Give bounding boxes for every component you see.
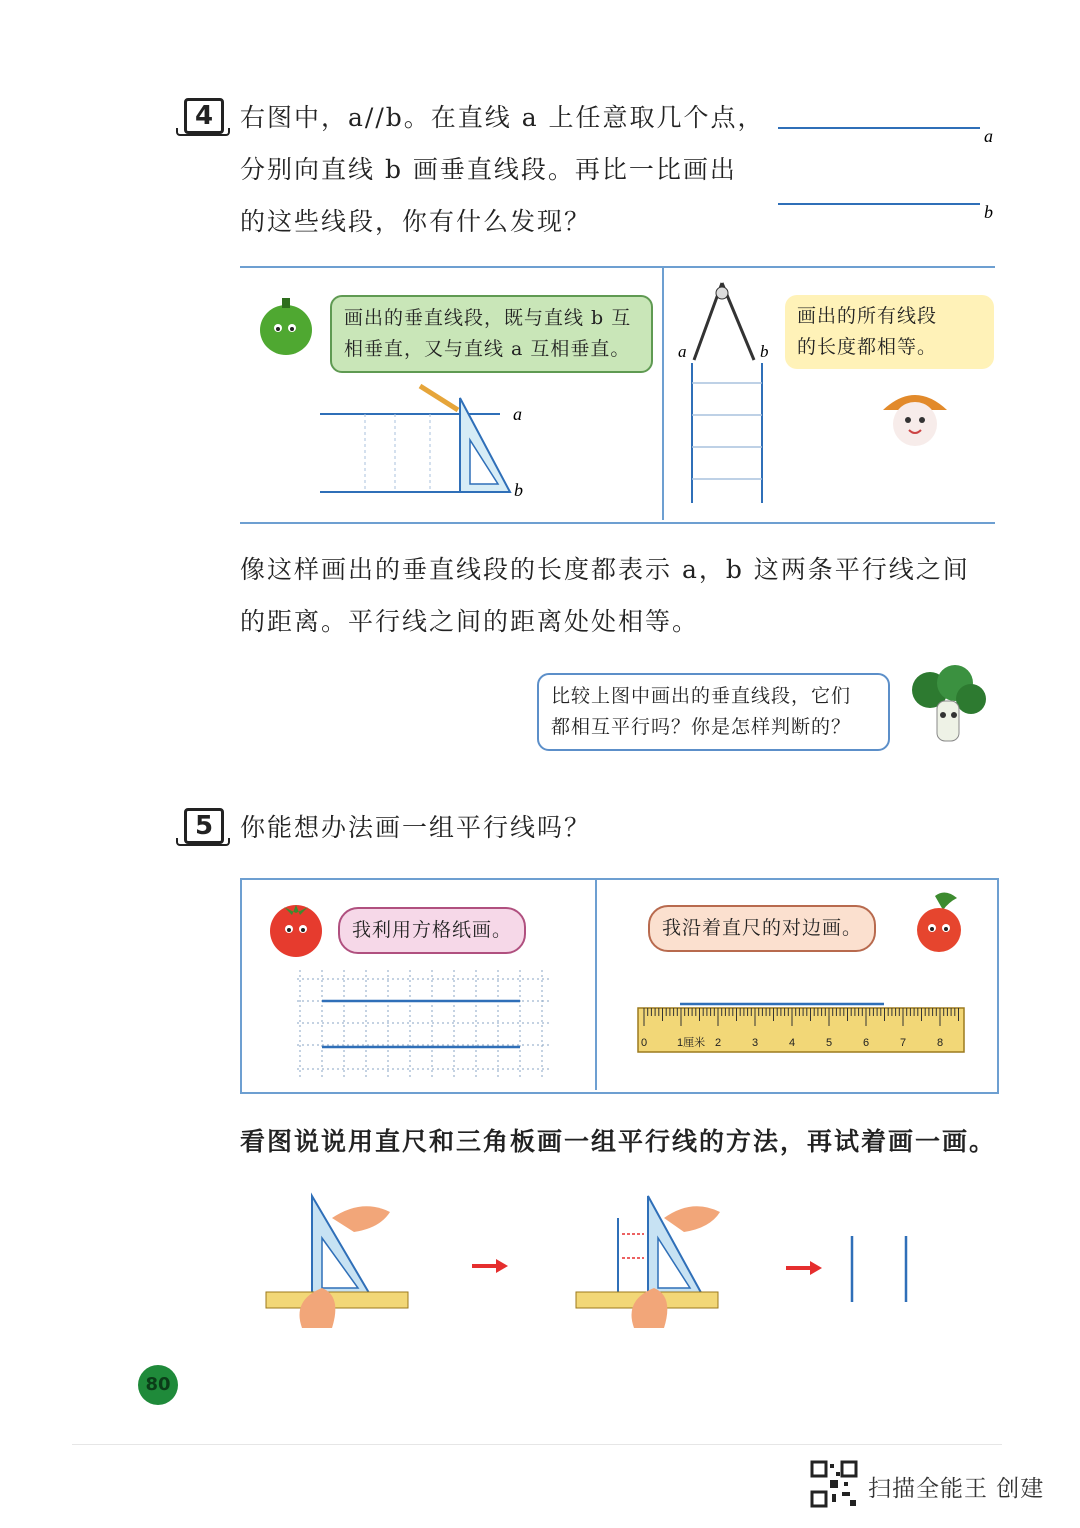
- arrow-right-icon: [470, 1256, 510, 1276]
- ruler-label: 0: [641, 1037, 648, 1049]
- step2-drawing: [572, 1188, 722, 1338]
- problem-5-question: 你能想办法画一组平行线吗？: [240, 813, 592, 842]
- pepper-character-icon: [252, 292, 322, 358]
- page-number: 80: [138, 1365, 178, 1405]
- set-square-drawing: [310, 380, 540, 505]
- conclusion-text: [240, 544, 1000, 648]
- bubble-line: 相垂直，又与直线 a 互相垂直。: [344, 338, 631, 360]
- text-line: 右图中，a//b。在直线 a 上任意取几个点，: [240, 103, 765, 132]
- text-line: 像这样画出的垂直线段的长度都表示 a，b 这两条平行线之间: [240, 555, 970, 584]
- ruler-label: 1厘米: [677, 1037, 706, 1049]
- tomato-character-icon: [262, 895, 332, 960]
- broccoli-character-icon: [905, 665, 990, 755]
- speech-bubble-peach: 我沿着直尺的对边画。: [648, 905, 876, 952]
- bubble-line: 画出的所有线段: [797, 305, 938, 327]
- bubble-line: 都相互平行吗？你是怎样判断的？: [551, 716, 852, 738]
- ruler-label: 8: [937, 1037, 944, 1049]
- speech-bubble-green: [330, 295, 653, 373]
- label-b: b: [514, 480, 523, 500]
- speech-bubble-blue: [537, 673, 890, 751]
- speech-bubble-pink: 我利用方格纸画。: [338, 907, 526, 954]
- bubble-line: 画出的垂直线段，既与直线 b 互: [344, 307, 632, 329]
- problem-5-badge: [176, 808, 226, 846]
- radish-character-icon: [905, 888, 975, 956]
- footer-watermark: 扫描全能王 创建: [868, 1476, 1045, 1502]
- label-b: b: [760, 342, 769, 361]
- arrow-right-icon: [784, 1258, 824, 1278]
- label-a: a: [678, 342, 687, 361]
- ruler-label: 4: [789, 1037, 796, 1049]
- parallel-lines-figure: [770, 110, 1010, 230]
- problem-4-badge: [176, 98, 226, 136]
- label-a: a: [984, 126, 993, 146]
- text-line: 的这些线段，你有什么发现？: [240, 207, 592, 236]
- result-parallel-lines: [840, 1232, 920, 1306]
- bubble-line: 比较上图中画出的垂直线段，它们: [551, 685, 852, 707]
- bubble-line: 的长度都相等。: [797, 336, 938, 358]
- ruler-drawing: [636, 1002, 968, 1056]
- instruction-text: 看图说说用直尺和三角板画一组平行线的方法，再试着画一画。: [240, 1127, 997, 1156]
- ruler-label: 3: [752, 1037, 759, 1049]
- ruler-label: 7: [900, 1037, 907, 1049]
- ruler-label: 5: [826, 1037, 833, 1049]
- compass-drawing: [670, 275, 780, 510]
- speech-bubble-yellow: [785, 295, 994, 369]
- problem-4-text: [240, 92, 765, 248]
- problem-number: 5: [184, 808, 224, 844]
- step1-drawing: [262, 1188, 412, 1338]
- label-b: b: [984, 202, 993, 222]
- qr-code-icon: [810, 1460, 858, 1508]
- text-line: 的距离。平行线之间的距离处处相等。: [240, 607, 700, 636]
- problem-number: 4: [184, 98, 224, 134]
- ruler-label: 6: [863, 1037, 870, 1049]
- text-line: 分别向直线 b 画垂直线段。再比一比画出: [240, 155, 737, 184]
- ruler-label: 2: [715, 1037, 722, 1049]
- mushroom-character-icon: [875, 380, 955, 455]
- grid-paper-drawing: [292, 965, 557, 1080]
- label-a: a: [513, 404, 522, 424]
